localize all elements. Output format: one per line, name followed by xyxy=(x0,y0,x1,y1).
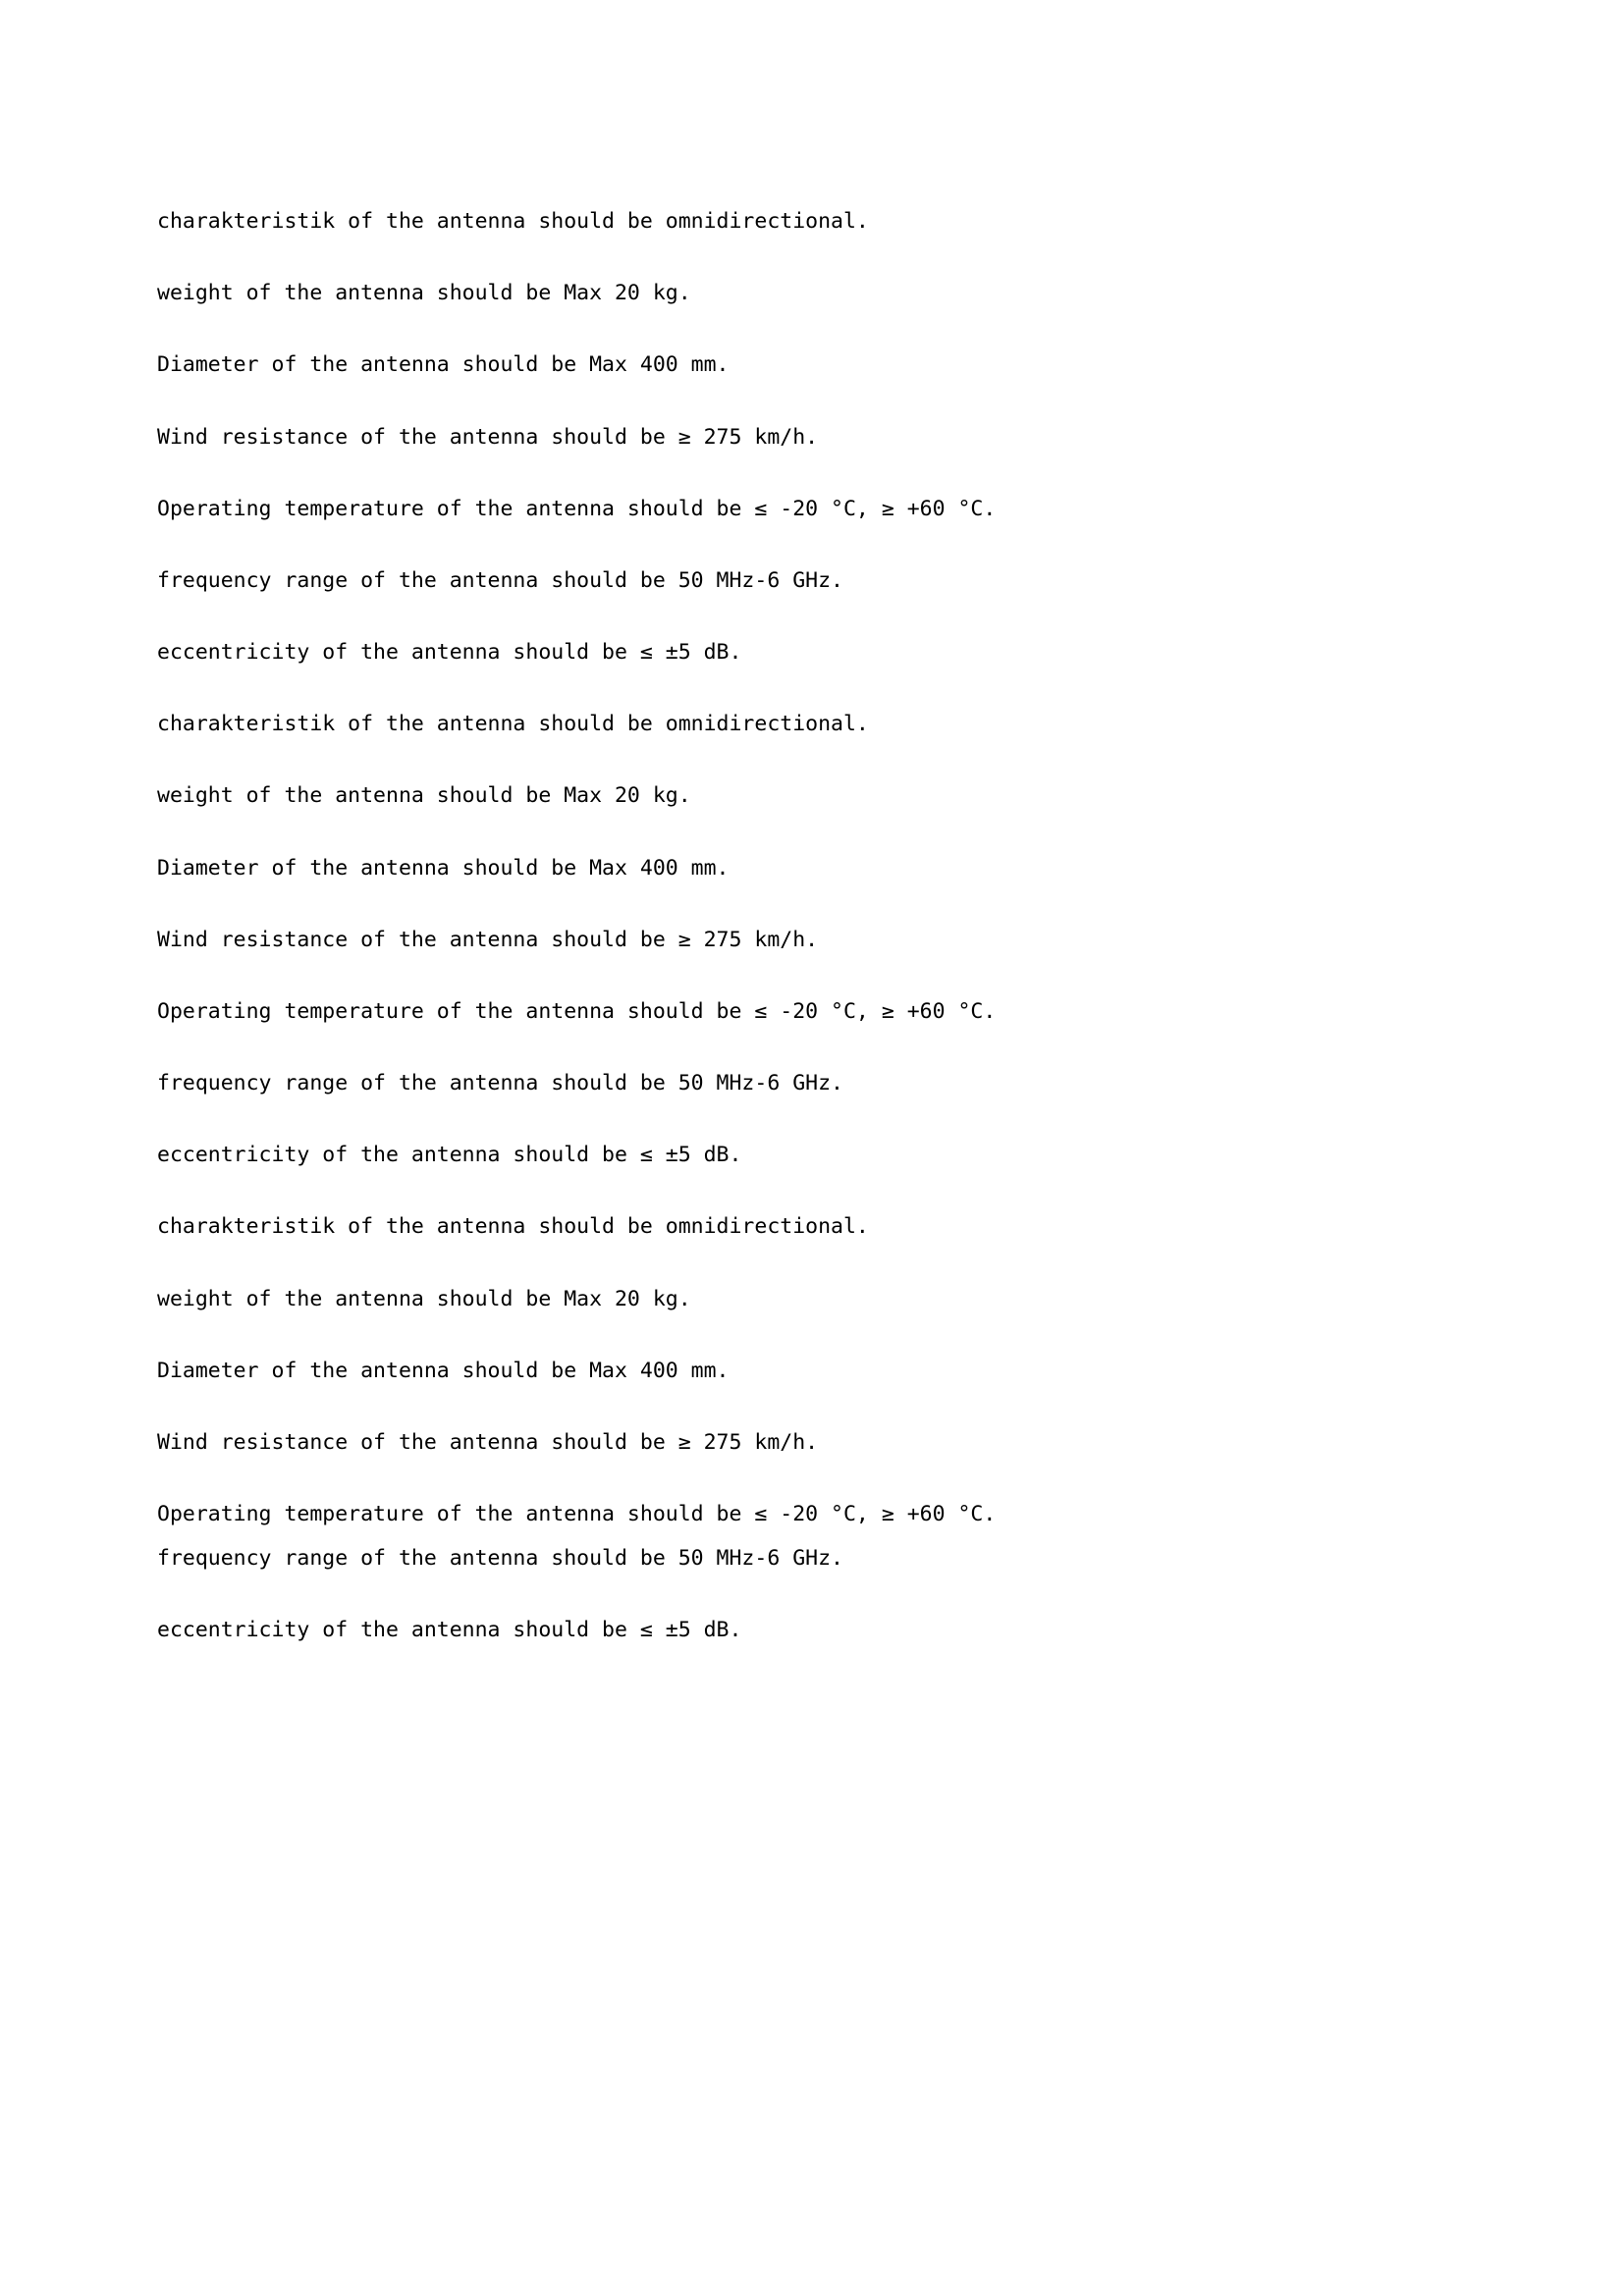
document-paragraph: weight of the antenna should be Max 20 kg. xyxy=(157,281,691,306)
document-body xyxy=(157,206,1467,1646)
document-paragraph: Diameter of the antenna should be Max 400 mm. xyxy=(157,1358,730,1383)
document-paragraph: weight of the antenna should be Max 20 kg. xyxy=(157,783,691,809)
document-paragraph: Wind resistance of the antenna should be ≥ 275 km/h. xyxy=(157,1429,819,1455)
document-paragraph: Operating temperature of the antenna should be ≤ -20 °C, ≥ +60 °C. xyxy=(157,496,997,521)
document-paragraph: Diameter of the antenna should be Max 400 mm. xyxy=(157,855,730,881)
document-paragraph: eccentricity of the antenna should be ≤ ±5 dB. xyxy=(157,640,742,666)
document-paragraph: eccentricity of the antenna should be ≤ ±5 dB. xyxy=(157,1618,742,1643)
document-paragraph: charakteristik of the antenna should be omnidirectional. xyxy=(157,712,869,737)
document-paragraph: Wind resistance of the antenna should be ≥ 275 km/h. xyxy=(157,424,819,450)
document-paragraph: frequency range of the antenna should be 50 MHz-6 GHz. xyxy=(157,1071,843,1096)
document-paragraph: Wind resistance of the antenna should be ≥ 275 km/h. xyxy=(157,927,819,952)
document-paragraph: charakteristik of the antenna should be omnidirectional. xyxy=(157,1214,869,1240)
document-paragraph: charakteristik of the antenna should be omnidirectional. xyxy=(157,209,869,234)
document-paragraph: eccentricity of the antenna should be ≤ ±5 dB. xyxy=(157,1143,742,1168)
document-paragraph: frequency range of the antenna should be 50 MHz-6 GHz. xyxy=(157,1546,843,1572)
document-paragraph: Diameter of the antenna should be Max 400 mm. xyxy=(157,352,730,378)
document-paragraph: Operating temperature of the antenna should be ≤ -20 °C, ≥ +60 °C. xyxy=(157,1502,997,1527)
document-paragraph: weight of the antenna should be Max 20 kg. xyxy=(157,1286,691,1311)
document-paragraph: frequency range of the antenna should be 50 MHz-6 GHz. xyxy=(157,567,843,593)
document-paragraph: Operating temperature of the antenna should be ≤ -20 °C, ≥ +60 °C. xyxy=(157,998,997,1024)
